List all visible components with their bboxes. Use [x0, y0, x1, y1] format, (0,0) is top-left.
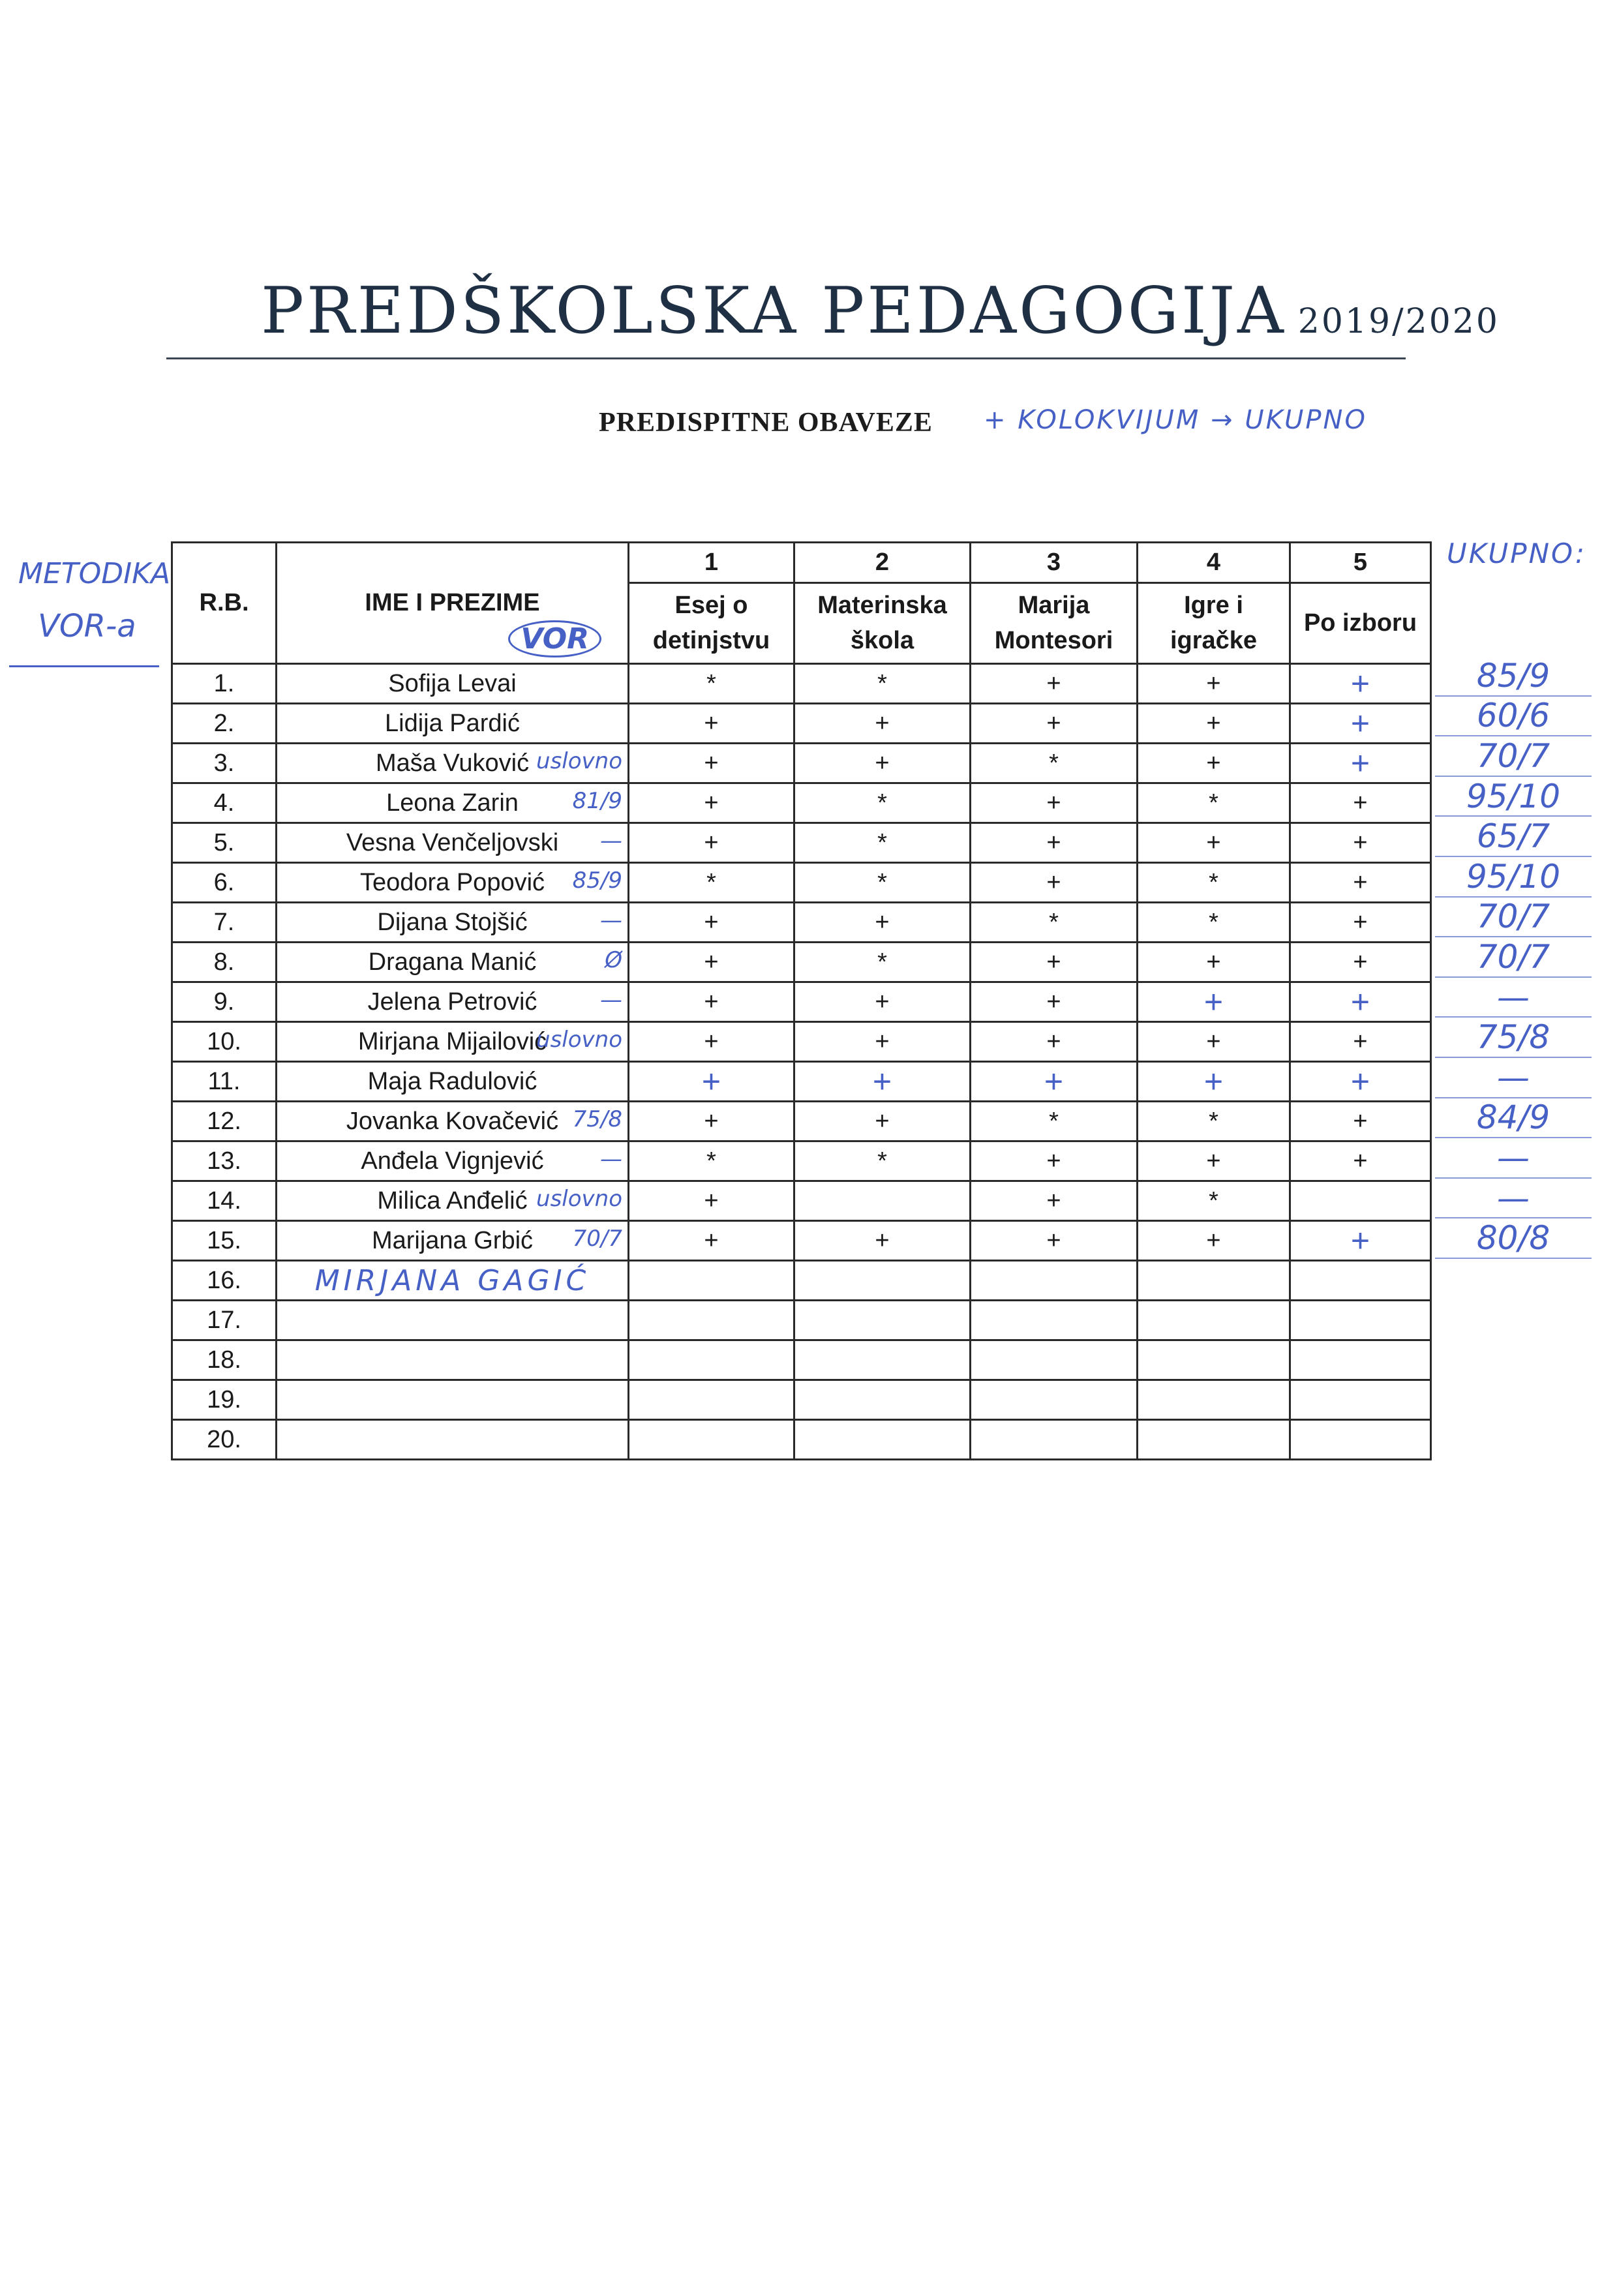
activity-mark: +	[1138, 744, 1290, 783]
activity-mark: *	[1138, 1102, 1290, 1141]
student-name-cell	[277, 823, 629, 863]
table-row	[172, 1301, 1431, 1340]
student-name: Sofija Levai	[388, 669, 517, 697]
total-score: —	[1435, 1058, 1592, 1098]
row-number: 20.	[172, 1420, 277, 1460]
activity-mark	[794, 1420, 971, 1460]
activity-mark	[794, 1261, 971, 1301]
activity-mark: +	[971, 704, 1138, 744]
header-name-label: IME I PREZIME	[365, 589, 540, 616]
margin-note-underline	[9, 665, 159, 667]
row-number: 1.	[172, 664, 277, 704]
activity-mark: *	[794, 823, 971, 863]
row-number: 4.	[172, 783, 277, 823]
total-score: 75/8	[1435, 1018, 1592, 1058]
row-number: 8.	[172, 943, 277, 982]
activity-mark: +	[971, 823, 1138, 863]
activity-mark: +	[794, 744, 971, 783]
row-number: 3.	[172, 744, 277, 783]
activity-label: Po izboru	[1290, 583, 1431, 664]
activity-mark	[1138, 1420, 1290, 1460]
student-name-cell	[277, 1141, 629, 1181]
student-name: Dijana Stojšić	[377, 908, 528, 936]
student-name: Vesna Venčeljovski	[346, 828, 559, 856]
activity-mark	[1138, 1380, 1290, 1420]
row-number: 2.	[172, 704, 277, 744]
activity-mark: +	[1290, 903, 1431, 943]
activity-mark	[1138, 1340, 1290, 1380]
activity-mark	[1290, 1340, 1431, 1380]
activity-mark: *	[1138, 783, 1290, 823]
student-note: 85/9	[572, 868, 622, 894]
activity-mark: +	[1290, 863, 1431, 903]
activity-mark: +	[971, 1062, 1138, 1102]
activity-mark	[794, 1340, 971, 1380]
activity-mark: *	[1138, 1181, 1290, 1221]
table-row	[172, 863, 1431, 903]
student-name: Lidija Pardić	[385, 709, 520, 737]
activity-mark: +	[1138, 1221, 1290, 1261]
activity-mark	[1138, 1261, 1290, 1301]
student-name-cell	[277, 704, 629, 744]
activity-mark: +	[629, 823, 794, 863]
activity-mark: *	[794, 943, 971, 982]
student-name-cell	[277, 943, 629, 982]
activity-mark: +	[1290, 704, 1431, 744]
subtitle: PREDISPITNE OBAVEZE	[599, 408, 933, 438]
activity-mark	[971, 1340, 1138, 1380]
activity-mark: +	[794, 982, 971, 1022]
page-title	[261, 274, 1500, 348]
row-number: 6.	[172, 863, 277, 903]
activity-mark: +	[1290, 1022, 1431, 1062]
student-name: Maša Vuković	[375, 749, 530, 777]
student-name: Milica Anđelić	[377, 1186, 528, 1215]
activity-mark: *	[629, 863, 794, 903]
activity-number: 4	[1138, 543, 1290, 583]
table-row	[172, 704, 1431, 744]
activity-mark	[794, 1380, 971, 1420]
student-name: MIRJANA GAGIĆ	[314, 1263, 590, 1297]
student-name-cell	[277, 1062, 629, 1102]
total-score: 85/9	[1435, 656, 1592, 697]
student-name-cell	[277, 1340, 629, 1380]
table-row	[172, 943, 1431, 982]
title-underline	[166, 357, 1406, 359]
activity-label	[629, 583, 794, 664]
row-number: 19.	[172, 1380, 277, 1420]
activity-mark: *	[971, 744, 1138, 783]
activity-mark: +	[971, 1181, 1138, 1221]
activity-mark: +	[629, 982, 794, 1022]
activity-number: 2	[794, 543, 971, 583]
table-row	[172, 1141, 1431, 1181]
student-name-cell	[277, 863, 629, 903]
totals-column	[1435, 656, 1592, 1259]
activity-mark	[1138, 1301, 1290, 1340]
activity-mark	[629, 1301, 794, 1340]
student-name-cell	[277, 1221, 629, 1261]
table-row	[172, 1380, 1431, 1420]
activity-mark: +	[1138, 1022, 1290, 1062]
row-number: 7.	[172, 903, 277, 943]
activity-mark: +	[629, 744, 794, 783]
student-name-cell	[277, 744, 629, 783]
activity-label-line: Materinska	[817, 592, 947, 620]
activity-mark: +	[629, 783, 794, 823]
title-text: PREDŠKOLSKA PEDAGOGIJA	[261, 274, 1286, 348]
student-name-cell	[277, 664, 629, 704]
activity-mark: +	[1138, 704, 1290, 744]
student-note: —	[600, 828, 622, 854]
student-name-cell	[277, 1261, 629, 1301]
activity-mark: +	[629, 943, 794, 982]
activity-mark: +	[971, 982, 1138, 1022]
total-score: 95/10	[1435, 777, 1592, 817]
row-number: 13.	[172, 1141, 277, 1181]
student-name-cell	[277, 1102, 629, 1141]
activity-mark: +	[629, 1102, 794, 1141]
table-row	[172, 1261, 1431, 1301]
row-number: 17.	[172, 1301, 277, 1340]
activity-mark	[971, 1301, 1138, 1340]
activity-mark: +	[794, 903, 971, 943]
activity-mark: +	[1290, 1221, 1431, 1261]
total-score: 60/6	[1435, 697, 1592, 737]
activity-mark: +	[1138, 1062, 1290, 1102]
activity-mark	[971, 1380, 1138, 1420]
student-note: 70/7	[572, 1226, 622, 1252]
activity-label-line: Marija	[1018, 592, 1090, 620]
row-number: 12.	[172, 1102, 277, 1141]
student-note: —	[600, 907, 622, 933]
activity-mark: +	[794, 704, 971, 744]
activity-mark: +	[971, 863, 1138, 903]
activity-mark: *	[794, 664, 971, 704]
row-number: 5.	[172, 823, 277, 863]
table-body	[172, 664, 1431, 1460]
activity-mark: +	[1290, 1062, 1431, 1102]
activity-mark: +	[1290, 783, 1431, 823]
activity-mark: *	[971, 1102, 1138, 1141]
student-note: uslovno	[536, 748, 622, 774]
handwritten-subtitle-note: + KOLOKVIJUM → UKUPNO	[984, 405, 1367, 435]
activity-mark: +	[971, 664, 1138, 704]
row-number: 14.	[172, 1181, 277, 1221]
student-name: Leona Zarin	[386, 789, 519, 817]
activity-mark	[629, 1340, 794, 1380]
activity-mark: +	[629, 1062, 794, 1102]
total-score: 84/9	[1435, 1098, 1592, 1139]
activity-mark	[1290, 1420, 1431, 1460]
student-name-cell	[277, 1181, 629, 1221]
activity-label-line: detinjstvu	[652, 626, 770, 654]
student-name: Anđela Vignjević	[361, 1147, 544, 1175]
student-name-cell	[277, 1380, 629, 1420]
row-number: 9.	[172, 982, 277, 1022]
total-score: 80/8	[1435, 1218, 1592, 1259]
header-vor-note: VOR	[508, 620, 601, 657]
activity-mark: +	[794, 1102, 971, 1141]
activity-mark	[629, 1420, 794, 1460]
table-row	[172, 1340, 1431, 1380]
header-name	[277, 543, 629, 664]
activity-mark	[971, 1261, 1138, 1301]
activity-mark: +	[629, 1022, 794, 1062]
activity-mark	[629, 1261, 794, 1301]
student-name-cell	[277, 982, 629, 1022]
table-row	[172, 1062, 1431, 1102]
student-name-cell	[277, 1022, 629, 1062]
activity-label-line: škola	[850, 626, 914, 654]
activity-mark: +	[794, 1221, 971, 1261]
student-name: Marijana Grbić	[371, 1226, 534, 1254]
row-number: 15.	[172, 1221, 277, 1261]
student-name-cell	[277, 903, 629, 943]
activity-mark: +	[629, 1221, 794, 1261]
activity-mark: *	[971, 903, 1138, 943]
activity-mark: +	[971, 1022, 1138, 1062]
student-name: Teodora Popović	[359, 868, 545, 896]
total-score: 70/7	[1435, 736, 1592, 777]
table-row	[172, 982, 1431, 1022]
student-name: Jelena Petrović	[367, 988, 537, 1016]
margin-note-vor: VOR-a	[38, 608, 136, 644]
activity-mark: +	[1290, 943, 1431, 982]
student-note: Ø	[605, 947, 622, 973]
student-name-cell	[277, 1301, 629, 1340]
table-row	[172, 823, 1431, 863]
activity-number: 3	[971, 543, 1138, 583]
activity-mark: +	[1290, 1102, 1431, 1141]
total-score: 65/7	[1435, 817, 1592, 857]
activity-mark	[1290, 1380, 1431, 1420]
table-row	[172, 783, 1431, 823]
activity-label	[794, 583, 971, 664]
student-name: Maja Radulović	[367, 1067, 537, 1095]
table-row	[172, 1022, 1431, 1062]
activity-mark: *	[794, 783, 971, 823]
title-year: 2019/2020	[1297, 302, 1500, 341]
row-number: 18.	[172, 1340, 277, 1380]
activity-mark: +	[1290, 823, 1431, 863]
activity-mark: *	[629, 1141, 794, 1181]
activity-mark: +	[971, 1221, 1138, 1261]
table-row	[172, 1420, 1431, 1460]
total-score: —	[1435, 978, 1592, 1018]
total-score: 95/10	[1435, 857, 1592, 898]
activity-mark	[794, 1301, 971, 1340]
activity-mark: +	[629, 903, 794, 943]
activity-label-line: Montesori	[994, 626, 1113, 654]
margin-note-metodika: METODIKA	[18, 557, 171, 590]
student-name: Mirjana Mijailović	[357, 1027, 547, 1055]
activity-label-line: igračke	[1170, 626, 1258, 654]
activity-mark: *	[794, 1141, 971, 1181]
table-row	[172, 903, 1431, 943]
student-name-cell	[277, 783, 629, 823]
activity-mark: +	[1138, 1141, 1290, 1181]
activity-mark	[794, 1181, 971, 1221]
activity-mark	[1290, 1301, 1431, 1340]
margin-note-ukupno: UKUPNO:	[1447, 537, 1587, 569]
activity-mark: +	[1138, 943, 1290, 982]
activity-mark: +	[1290, 1141, 1431, 1181]
row-number: 11.	[172, 1062, 277, 1102]
table-row	[172, 1181, 1431, 1221]
activity-mark: +	[629, 704, 794, 744]
student-note: uslovno	[536, 1186, 622, 1212]
activity-mark: +	[794, 1062, 971, 1102]
student-note: —	[600, 987, 622, 1013]
activity-label-line: Esej o	[674, 592, 748, 620]
row-number: 16.	[172, 1261, 277, 1301]
activity-mark: *	[629, 664, 794, 704]
activity-mark	[971, 1420, 1138, 1460]
activity-mark: +	[1290, 664, 1431, 704]
activity-mark: +	[1290, 744, 1431, 783]
obligations-table	[171, 541, 1432, 1460]
total-score: —	[1435, 1138, 1592, 1179]
activity-mark: +	[971, 1141, 1138, 1181]
total-score: 70/7	[1435, 898, 1592, 938]
activity-mark: *	[794, 863, 971, 903]
table-row	[172, 664, 1431, 704]
student-name: Dragana Manić	[368, 948, 537, 976]
activity-mark: +	[1138, 664, 1290, 704]
header-rb: R.B.	[172, 543, 277, 664]
activity-number: 5	[1290, 543, 1431, 583]
activity-label	[971, 583, 1138, 664]
activity-label	[1138, 583, 1290, 664]
activity-mark: +	[1138, 823, 1290, 863]
student-note: 81/9	[572, 788, 622, 814]
student-name-cell	[277, 1420, 629, 1460]
activity-mark: +	[794, 1022, 971, 1062]
student-note: uslovno	[536, 1027, 622, 1053]
total-score: 70/7	[1435, 937, 1592, 978]
activity-mark: +	[1290, 982, 1431, 1022]
activity-mark: +	[971, 943, 1138, 982]
activity-mark	[629, 1380, 794, 1420]
student-name: Jovanka Kovačević	[346, 1107, 559, 1135]
activity-mark: *	[1138, 903, 1290, 943]
activity-mark	[1290, 1181, 1431, 1221]
student-note: —	[600, 1146, 622, 1172]
table-row	[172, 1221, 1431, 1261]
row-number: 10.	[172, 1022, 277, 1062]
activity-mark: *	[1138, 863, 1290, 903]
activity-mark: +	[629, 1181, 794, 1221]
table-row	[172, 744, 1431, 783]
student-note: 75/8	[572, 1106, 622, 1132]
table-row	[172, 1102, 1431, 1141]
activity-mark	[1290, 1261, 1431, 1301]
activity-number: 1	[629, 543, 794, 583]
total-score: —	[1435, 1179, 1592, 1219]
activity-mark: +	[1138, 982, 1290, 1022]
activity-label-line: Igre i	[1184, 592, 1243, 620]
activity-mark: +	[971, 783, 1138, 823]
